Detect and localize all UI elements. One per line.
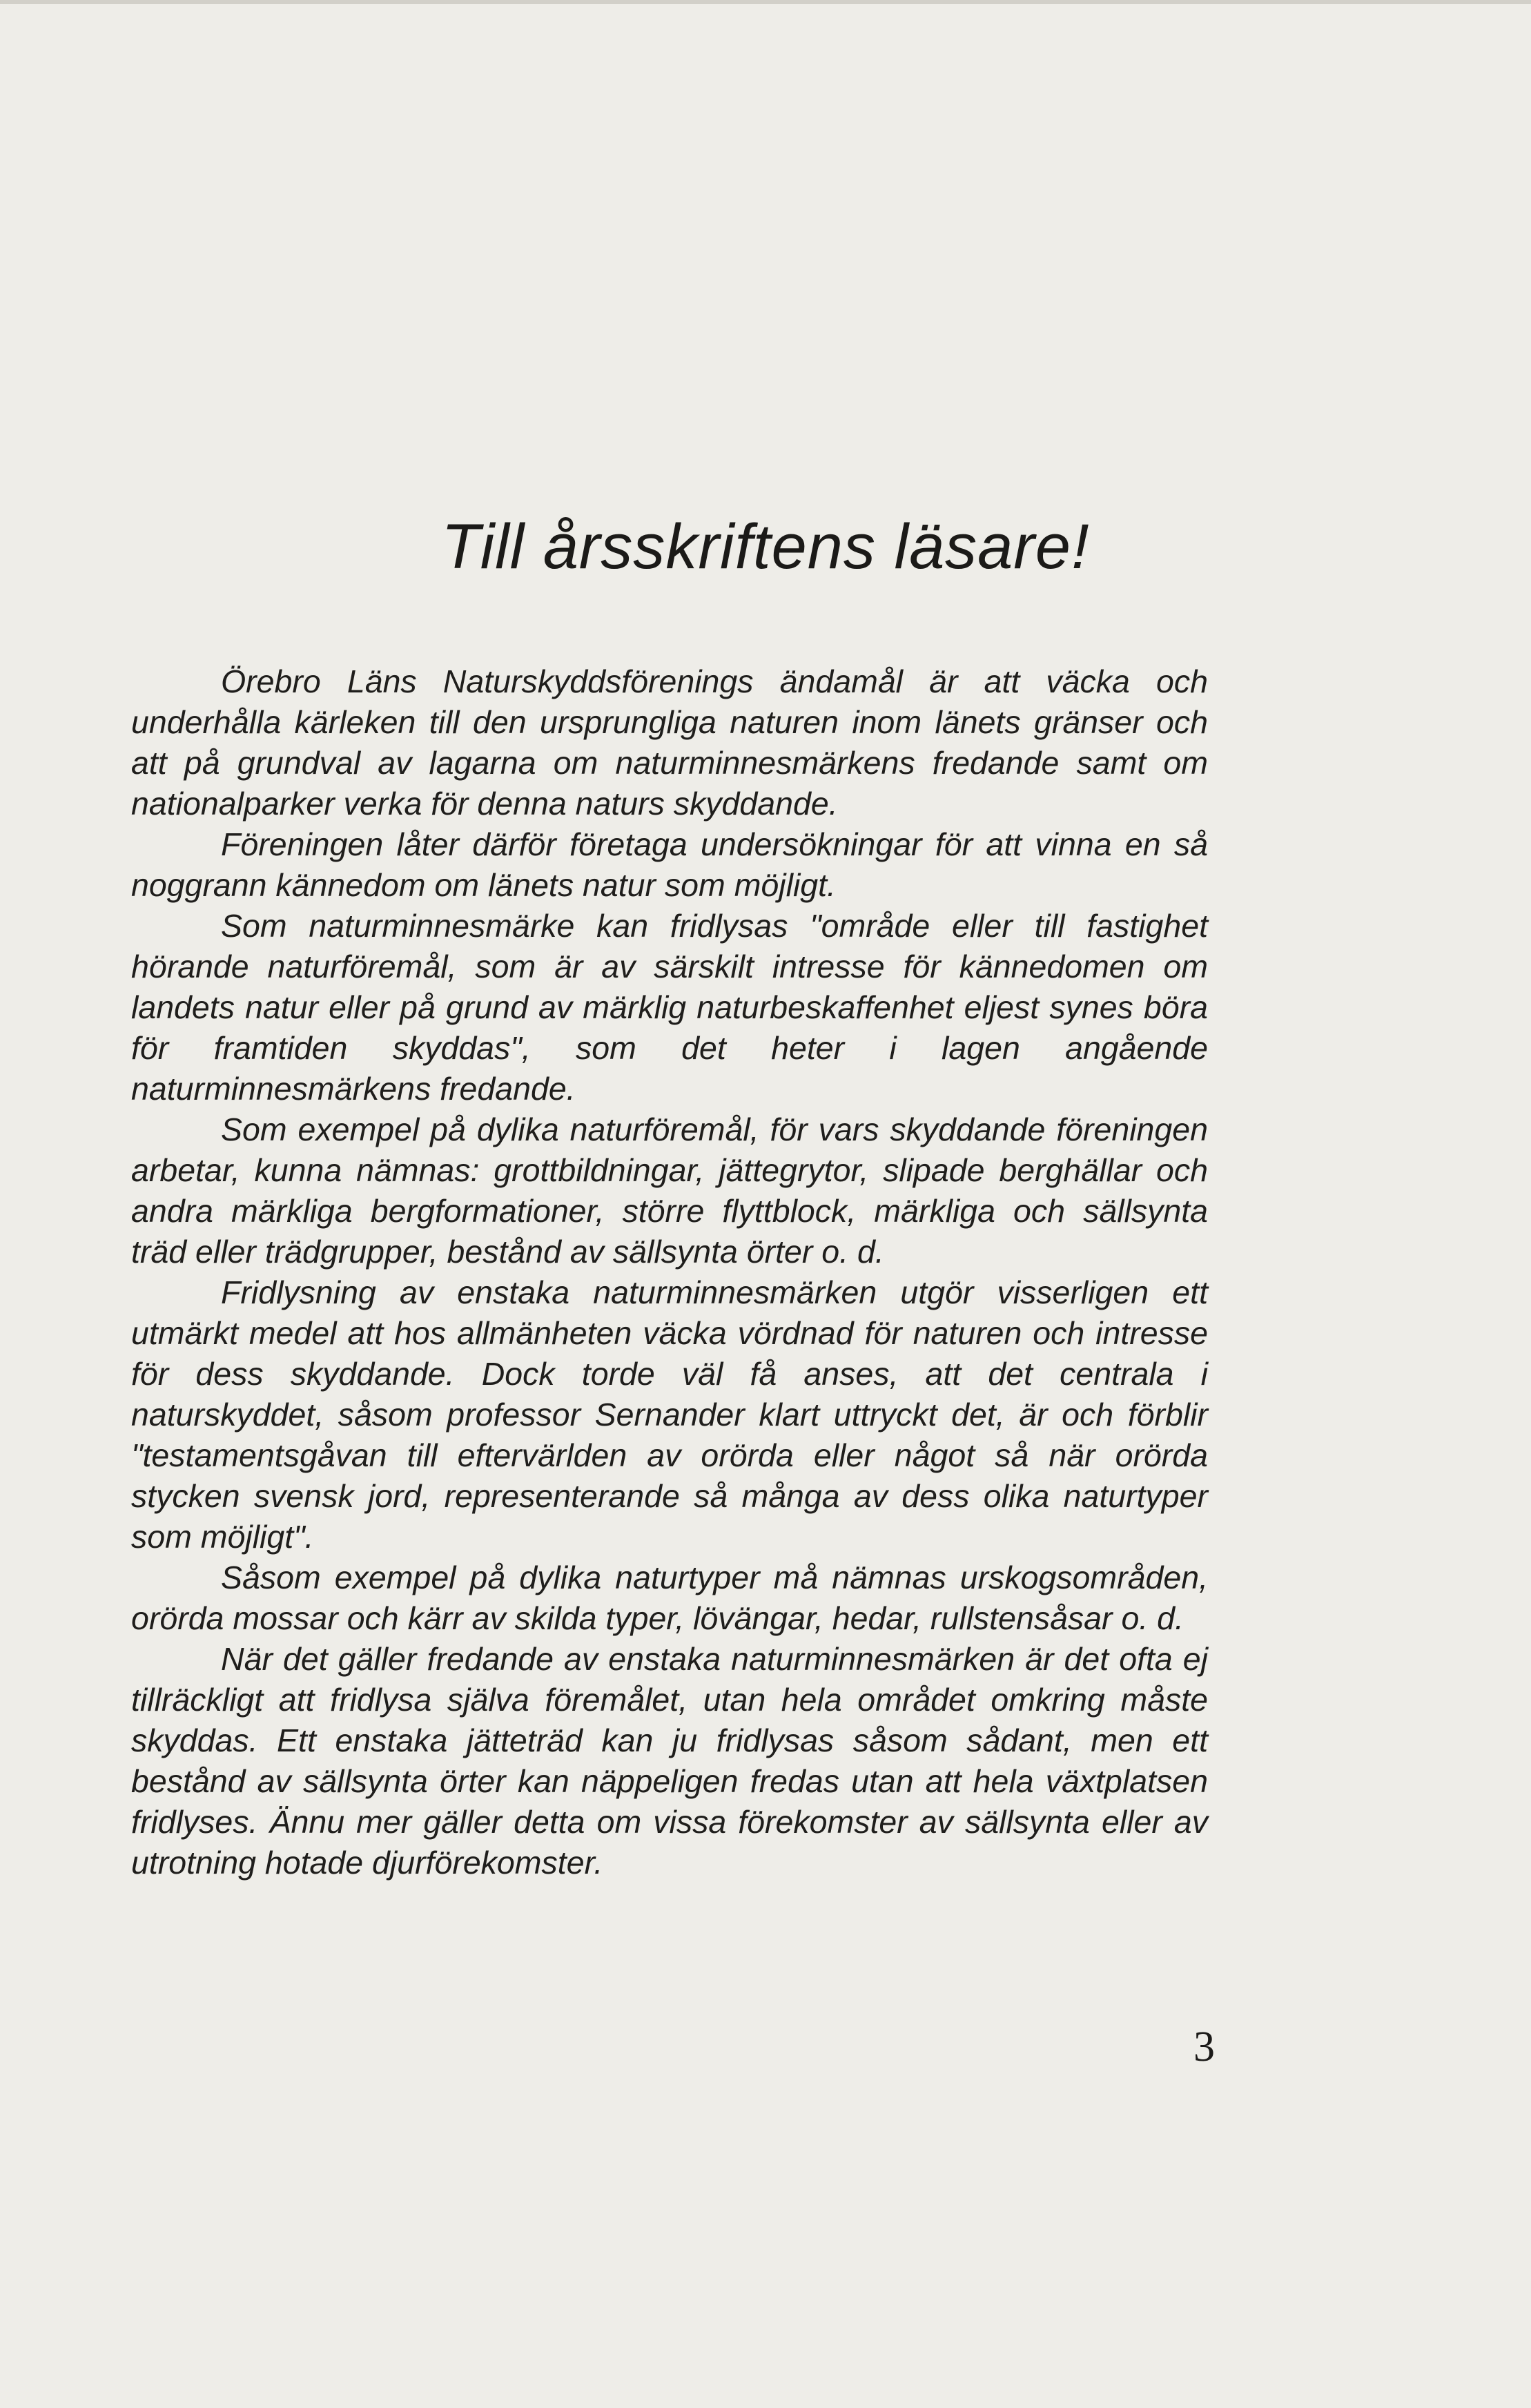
paragraph: Örebro Läns Naturskyddsförenings ändamål är att väcka och underhålla kärleken till den ursprungliga naturen inom länets gränser och att på grundval av lagarna om naturminnesmärkens fredande samt om nationalparker verka för denna naturs skyddande. [131,663,1208,822]
paragraph: Som naturminnesmärke kan fridlysas "område eller till fastighet hörande naturföremål, som är av särskilt intresse för kännedomen om landets natur eller på grund av märklig naturbeskaffenhet eljest synes böra för framtiden skyddas", som det heter i lagen angående naturminnesmärkens fredande. [131,908,1208,1107]
article-body [131,661,1208,1883]
paragraph: Såsom exempel på dylika naturtyper må nämnas urskogsområden, orörda mossar och kärr av skilda typer, lövängar, hedar, rullstensåsar o. d. [131,1560,1208,1636]
paragraph: När det gäller fredande av enstaka naturminnesmärken är det ofta ej tillräckligt att fridlysa själva föremålet, utan hela området omkring måste skyddas. Ett enstaka jätteträd kan ju fridlysas såsom sådant, men ett bestånd av sällsynta örter kan näppeligen fredas utan att hela växtplatsen fridlyses. Ännu mer gäller detta om vissa förekomster av sällsynta eller av utrotning hotade djurförekomster. [131,1641,1208,1881]
page-top-edge [0,0,1531,4]
paragraph: Som exempel på dylika naturföremål, för vars skyddande föreningen arbetar, kunna nämnas: grottbildningar, jättegrytor, slipade berghällar och andra märkliga bergformationer, större flyttblock, märkliga och sällsynta träd eller trädgrupper, bestånd av sällsynta örter o. d. [131,1111,1208,1270]
paragraph: Fridlysning av enstaka naturminnesmärken utgör visserligen ett utmärkt medel att hos allmänheten väcka vördnad för naturen och intresse för dess skyddande. Dock torde väl få anses, att det centrala i naturskyddet, såsom professor Sernander klart uttryckt det, är och förblir "testamentsgåvan till eftervärlden av orörda eller något så när orörda stycken svensk jord, representerande så många av dess olika naturtyper som möjligt". [131,1274,1208,1555]
paragraph: Föreningen låter därför företaga undersökningar för att vinna en så noggrann kännedom om länets natur som möjligt. [131,826,1208,903]
page-title: Till årsskriftens läsare! [441,512,1090,582]
page-number: 3 [1193,2023,1215,2070]
